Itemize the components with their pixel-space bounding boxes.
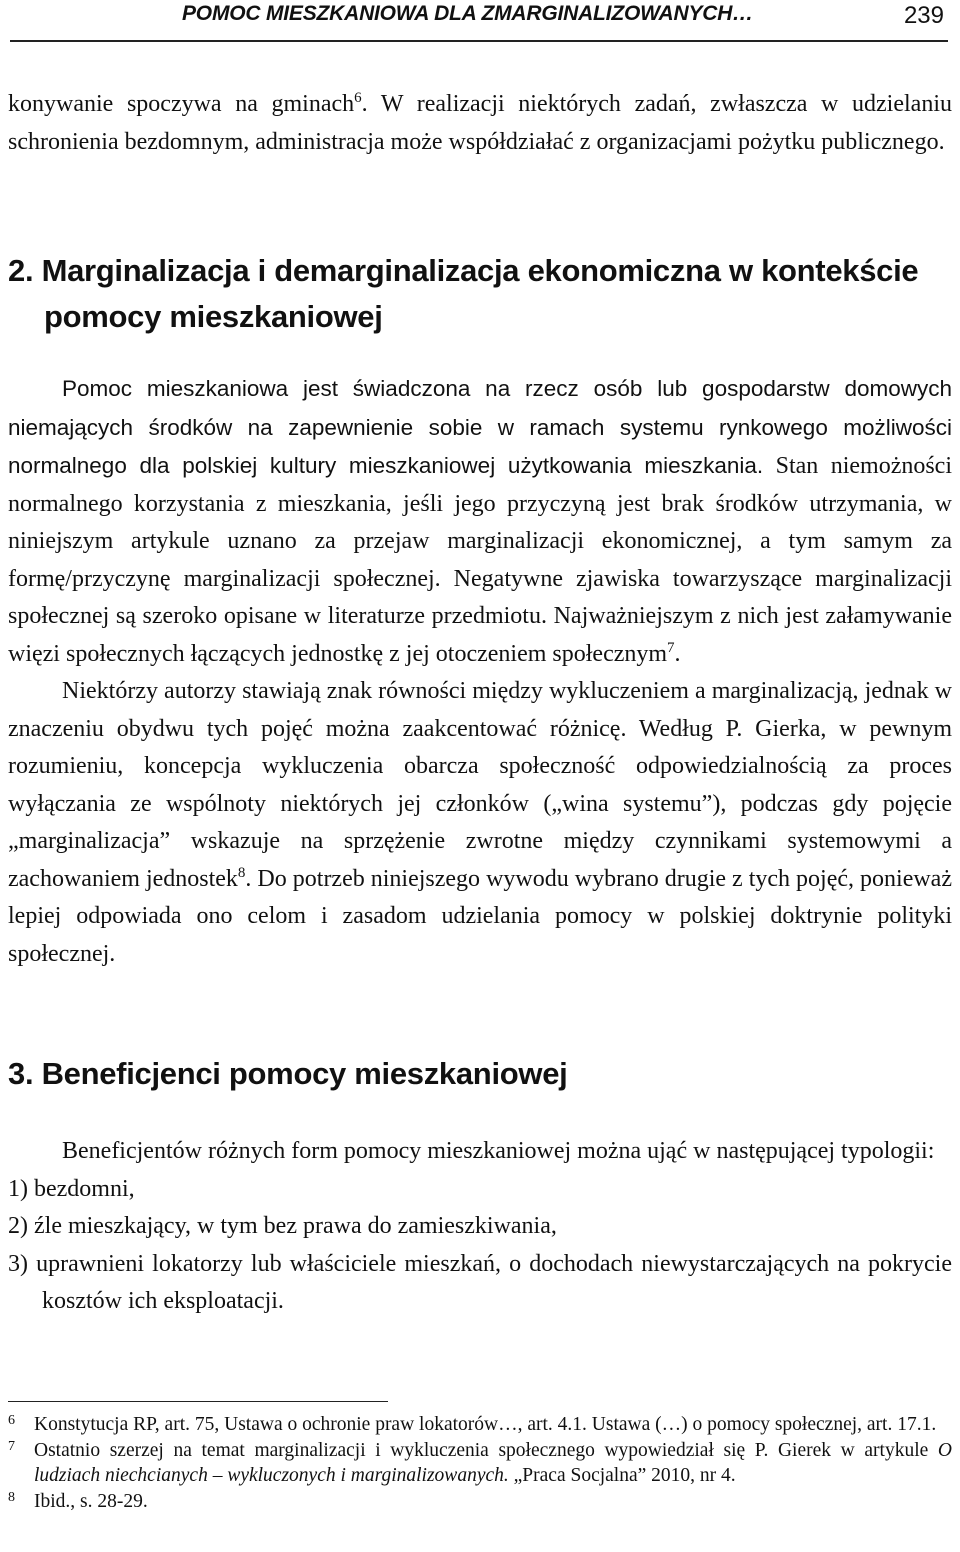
section-3-body bbox=[8, 1133, 952, 1321]
section-2-heading: 2. Marginalizacja i demarginalizacja ekonomiczna w kontekście pomocy mieszkaniowej bbox=[8, 253, 919, 334]
footnote-text: Ostatnio szerzej na temat marginalizacji i wykluczenia społecznego wypowiedział się P. Gierek w artykule bbox=[34, 1439, 938, 1461]
section-2-p2-text: Niektórzy autorzy stawiają znak równości między wykluczeniem a marginalizacją, jednak w znaczeniu obydwu tych pojęć można zaakcentować różnicę. Według P. Gierka, w pewnym rozumieniu, koncepcja wykluczenia obarcza społeczność odpowiedzialnością za proces wyłączania ze wspólnoty niektórych jej członków („wina systemu”), podczas gdy pojęcie „marginalizacja” wskazuje na sprzężenie zwrotne między czynnikami systemowymi a zachowaniem jednostek bbox=[8, 678, 952, 892]
section-2-body bbox=[8, 370, 952, 973]
section-2-p2-end: . Do potrzeb niniejszego wywodu wybrano drugie z tych pojęć, ponieważ lepiej odpowiada ono celom i zasadom udzielania pomocy w polskiej doktrynie polityki społecznej. bbox=[8, 865, 952, 967]
running-title: POMOC MIESZKANIOWA DLA ZMARGINALIZOWANYCH… bbox=[182, 2, 754, 25]
section-2-paragraph-1 bbox=[8, 370, 952, 673]
footnote-ref-7: 7 bbox=[667, 639, 675, 656]
section-2-p1-serif: Stan niemożności normalnego korzystania z mieszkania, jeśli jego przyczyną jest brak środków utrzymania, w niniejszym artykule uznano za przejaw marginalizacji ekonomicznej, a tym samym za formę/przyczynę marginalizacji społecznej. Negatywne zjawiska towarzyszące marginalizacji społecznej są szeroko opisane w literaturze przedmiotu. Najważniejszym z nich jest załamywanie więzi społecznych łączących jednostkę z jej otoczeniem społecznym bbox=[8, 453, 952, 667]
footnote-ref-6: 6 bbox=[354, 90, 362, 106]
section-2-p1-end: . bbox=[674, 640, 681, 667]
list-item: 2) źle mieszkający, w tym bez prawa do zamieszkiwania, bbox=[8, 1213, 557, 1239]
footnote-separator bbox=[8, 1401, 388, 1402]
intro-paragraph bbox=[8, 86, 952, 161]
footnote-7 bbox=[8, 1438, 952, 1489]
footnote-text-end: „Praca Socjalna” 2010, nr 4. bbox=[508, 1465, 736, 1486]
footnotes bbox=[8, 1412, 952, 1514]
footnote-number: 8 bbox=[8, 1489, 15, 1505]
footnote-ref-8: 8 bbox=[237, 864, 246, 881]
footnote-italic-title: O ludziach niechcianych – wykluczonych i marginalizowanych. bbox=[34, 1439, 952, 1486]
footnote-8 bbox=[8, 1489, 952, 1515]
section-2-paragraph-2 bbox=[8, 673, 952, 973]
list-item: 3) uprawnieni lokatorzy lub właściciele mieszkań, o dochodach niewystarczających na pokrycie kosztów ich eksploatacji. bbox=[8, 1250, 952, 1314]
intro-text-start: konywanie spoczywa na gminach bbox=[8, 91, 355, 117]
footnote-6 bbox=[8, 1412, 952, 1438]
footnote-number: 7 bbox=[8, 1438, 15, 1454]
list-item: 1) bezdomni, bbox=[8, 1175, 135, 1202]
running-header bbox=[10, 0, 948, 42]
section-3-heading: 3. Beneficjenci pomocy mieszkaniowej bbox=[8, 1056, 568, 1091]
footnote-text: Konstytucja RP, art. 75, Ustawa o ochronie praw lokatorów…, art. 4.1. Ustawa (…) o pomocy społecznej, art. 17.1. bbox=[34, 1414, 937, 1435]
section-3-paragraph-1: Beneficjentów różnych form pomocy mieszkaniowej można ująć w następującej typologii: bbox=[62, 1138, 935, 1164]
beneficiary-list bbox=[8, 1171, 952, 1321]
footnote-number: 6 bbox=[8, 1413, 15, 1428]
intro-text-end: . W realizacji niektórych zadań, zwłaszcza w udzielaniu schronienia bezdomnym, administracja może współdziałać z organizacjami pożytku publicznego. bbox=[8, 91, 952, 155]
page-number: 239 bbox=[903, 2, 944, 29]
section-2-p1-sans: Pomoc mieszkaniowa jest świadczona na rzecz osób lub gospodarstw domowych niemających środków na zapewnienie sobie w ramach systemu rynkowego możliwości normalnego dla polskiej kultury mieszkaniowej użytkowania mieszkania. bbox=[8, 376, 952, 478]
footnote-text: Ibid., s. 28-29. bbox=[34, 1490, 148, 1512]
